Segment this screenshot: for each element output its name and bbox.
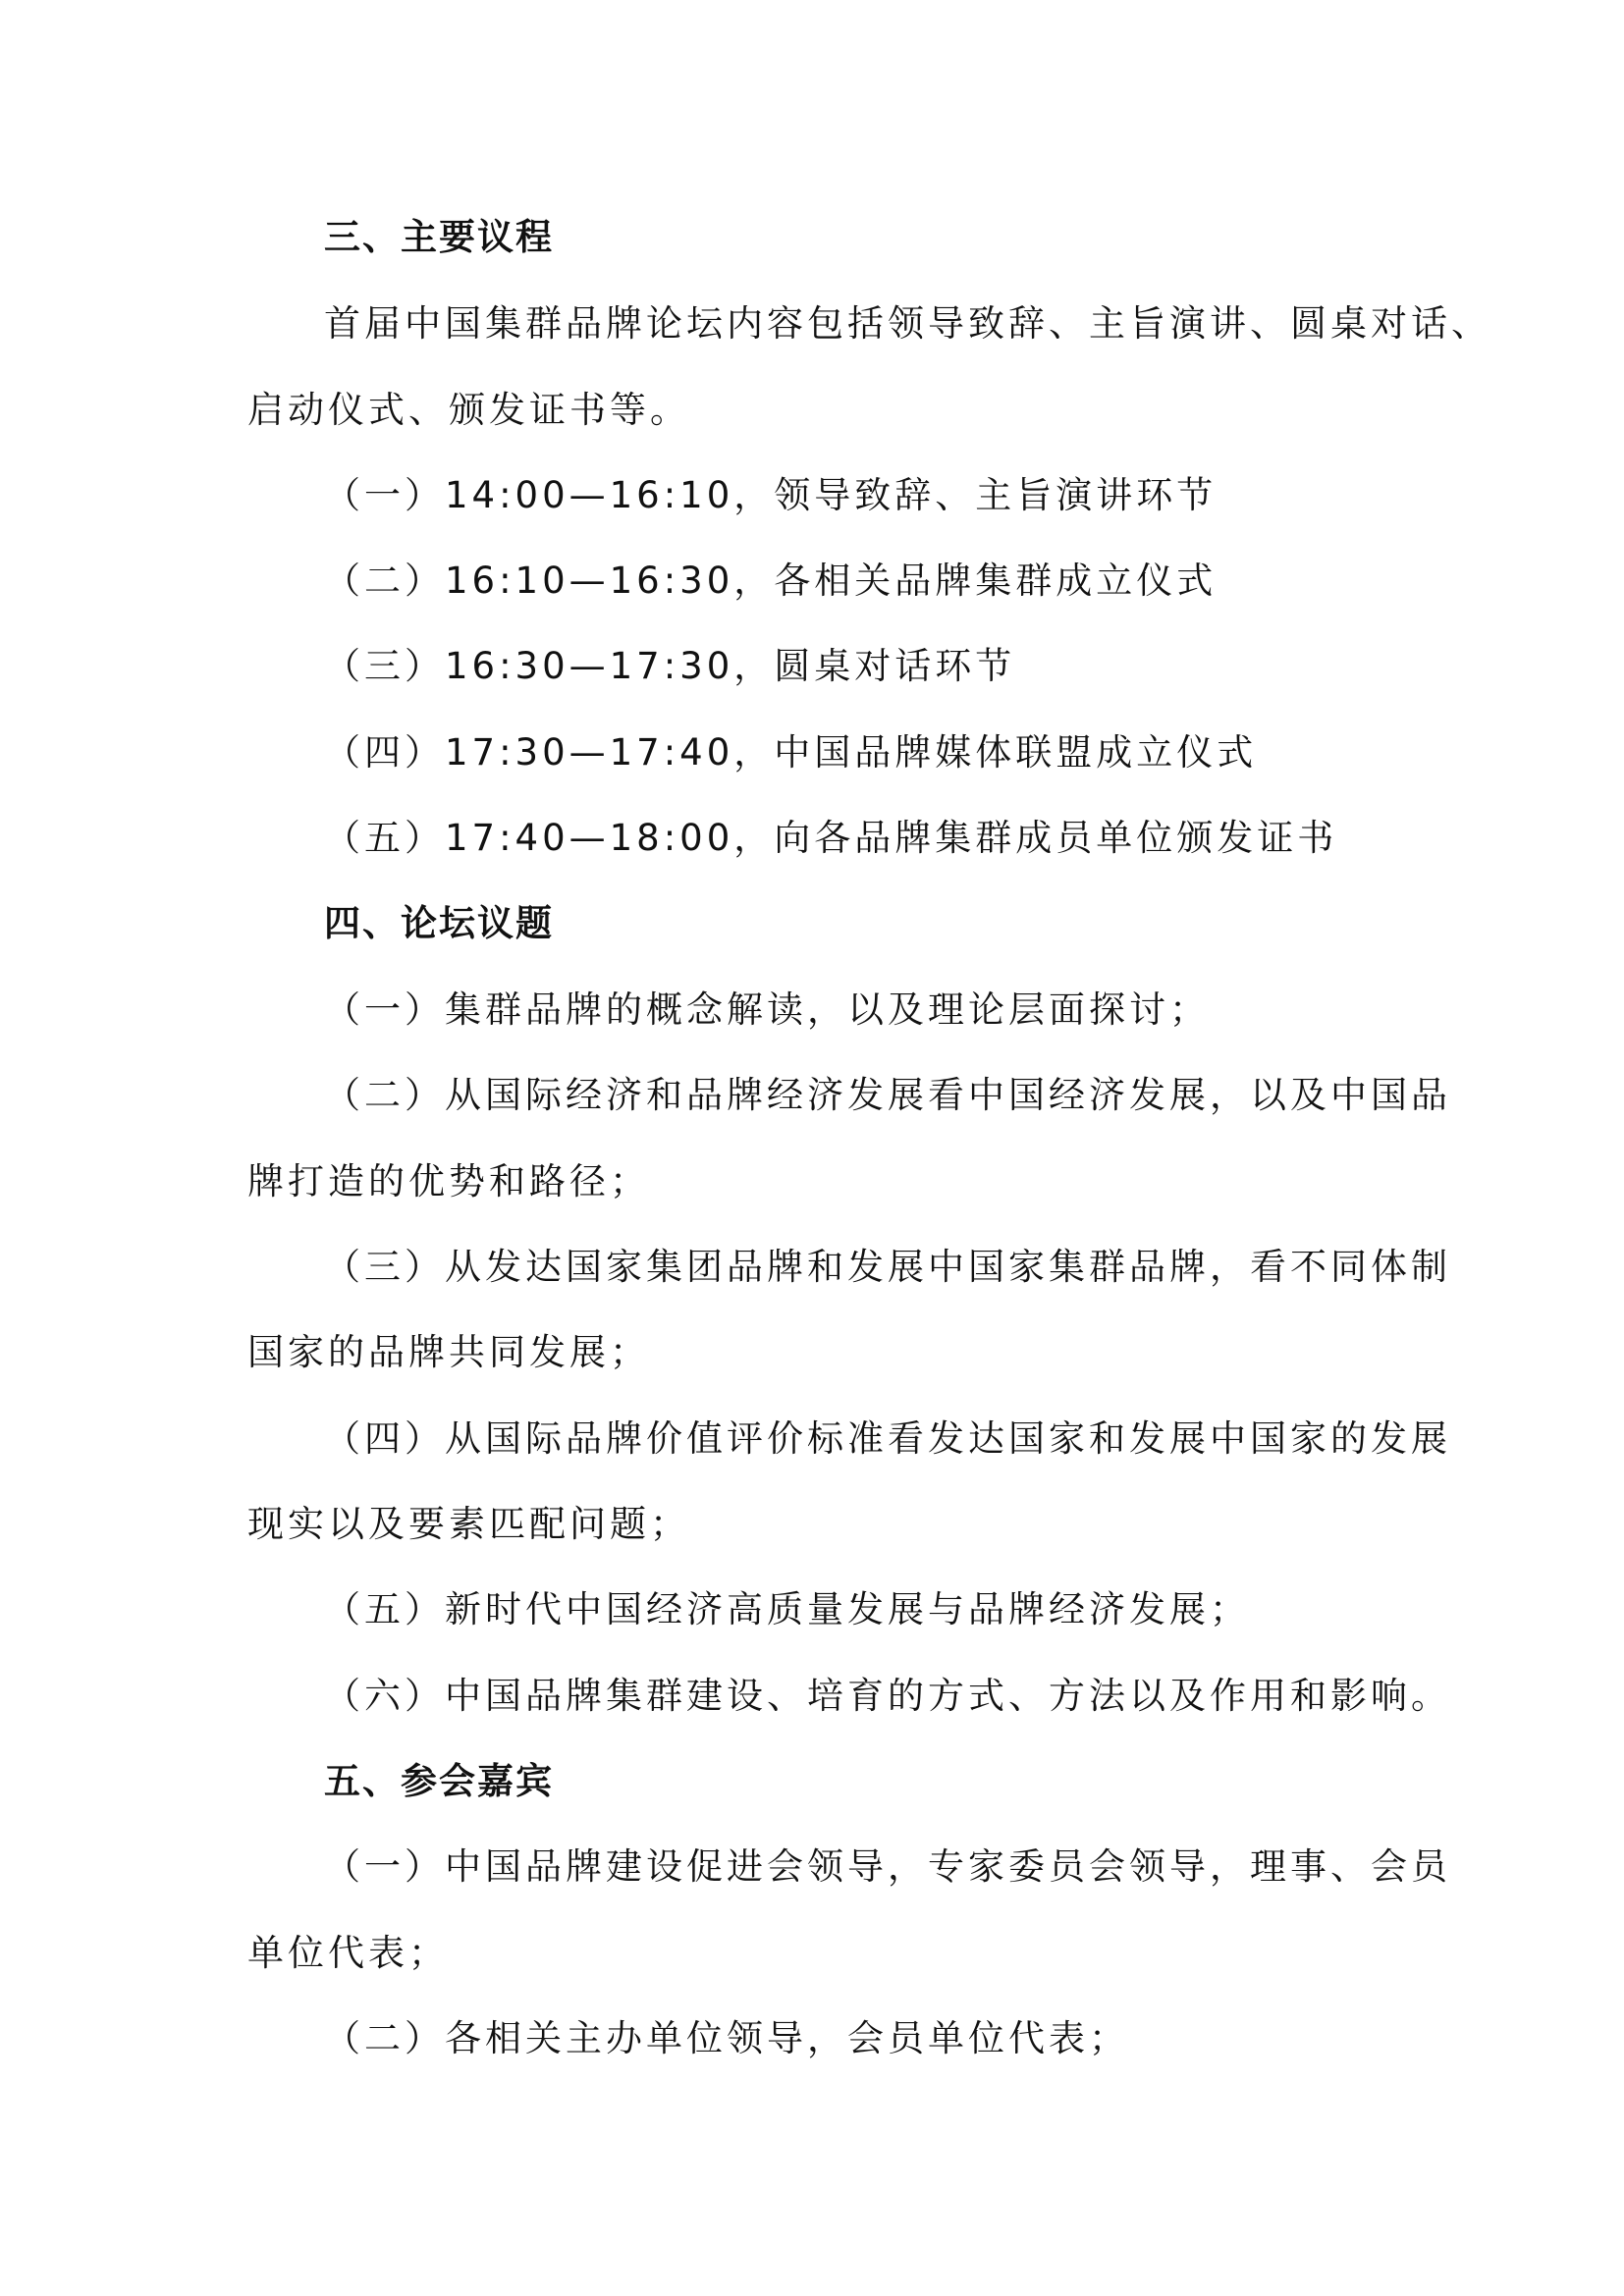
agenda-item: （一）14:00—16:10，领导致辞、主旨演讲环节 bbox=[324, 474, 1218, 516]
guest-item-continuation: 单位代表； bbox=[247, 1932, 449, 1974]
section-heading-guests: 五、参会嘉宾 bbox=[324, 1760, 554, 1802]
topic-item: （二）从国际经济和品牌经济发展看中国经济发展，以及中国品 bbox=[324, 1074, 1451, 1116]
paragraph-line: 首届中国集群品牌论坛内容包括领导致辞、主旨演讲、圆桌对话、 bbox=[324, 302, 1491, 345]
guest-item: （二）各相关主办单位领导，会员单位代表； bbox=[324, 2017, 1129, 2059]
topic-item: （五）新时代中国经济高质量发展与品牌经济发展； bbox=[324, 1588, 1250, 1630]
section-heading-topics: 四、论坛议题 bbox=[324, 902, 554, 944]
topic-item: （六）中国品牌集群建设、培育的方式、方法以及作用和影响。 bbox=[324, 1675, 1451, 1717]
topic-item-continuation: 国家的品牌共同发展； bbox=[247, 1331, 650, 1373]
agenda-item: （二）16:10—16:30，各相关品牌集群成立仪式 bbox=[324, 560, 1218, 602]
paragraph-line: 启动仪式、颁发证书等。 bbox=[247, 389, 690, 431]
topic-item: （四）从国际品牌价值评价标准看发达国家和发展中国家的发展 bbox=[324, 1417, 1451, 1460]
topic-item-continuation: 现实以及要素匹配问题； bbox=[247, 1503, 690, 1545]
topic-item: （三）从发达国家集团品牌和发展中国家集群品牌，看不同体制 bbox=[324, 1246, 1451, 1288]
section-heading-agenda: 三、主要议程 bbox=[324, 216, 554, 258]
topic-item: （一）集群品牌的概念解读，以及理论层面探讨； bbox=[324, 988, 1210, 1031]
topic-item-continuation: 牌打造的优势和路径； bbox=[247, 1160, 650, 1202]
agenda-item: （四）17:30—17:40，中国品牌媒体联盟成立仪式 bbox=[324, 731, 1258, 774]
agenda-item: （三）16:30—17:30，圆桌对话环节 bbox=[324, 645, 1016, 687]
guest-item: （一）中国品牌建设促进会领导，专家委员会领导，理事、会员 bbox=[324, 1845, 1451, 1888]
agenda-item: （五）17:40—18:00，向各品牌集群成员单位颁发证书 bbox=[324, 817, 1338, 859]
